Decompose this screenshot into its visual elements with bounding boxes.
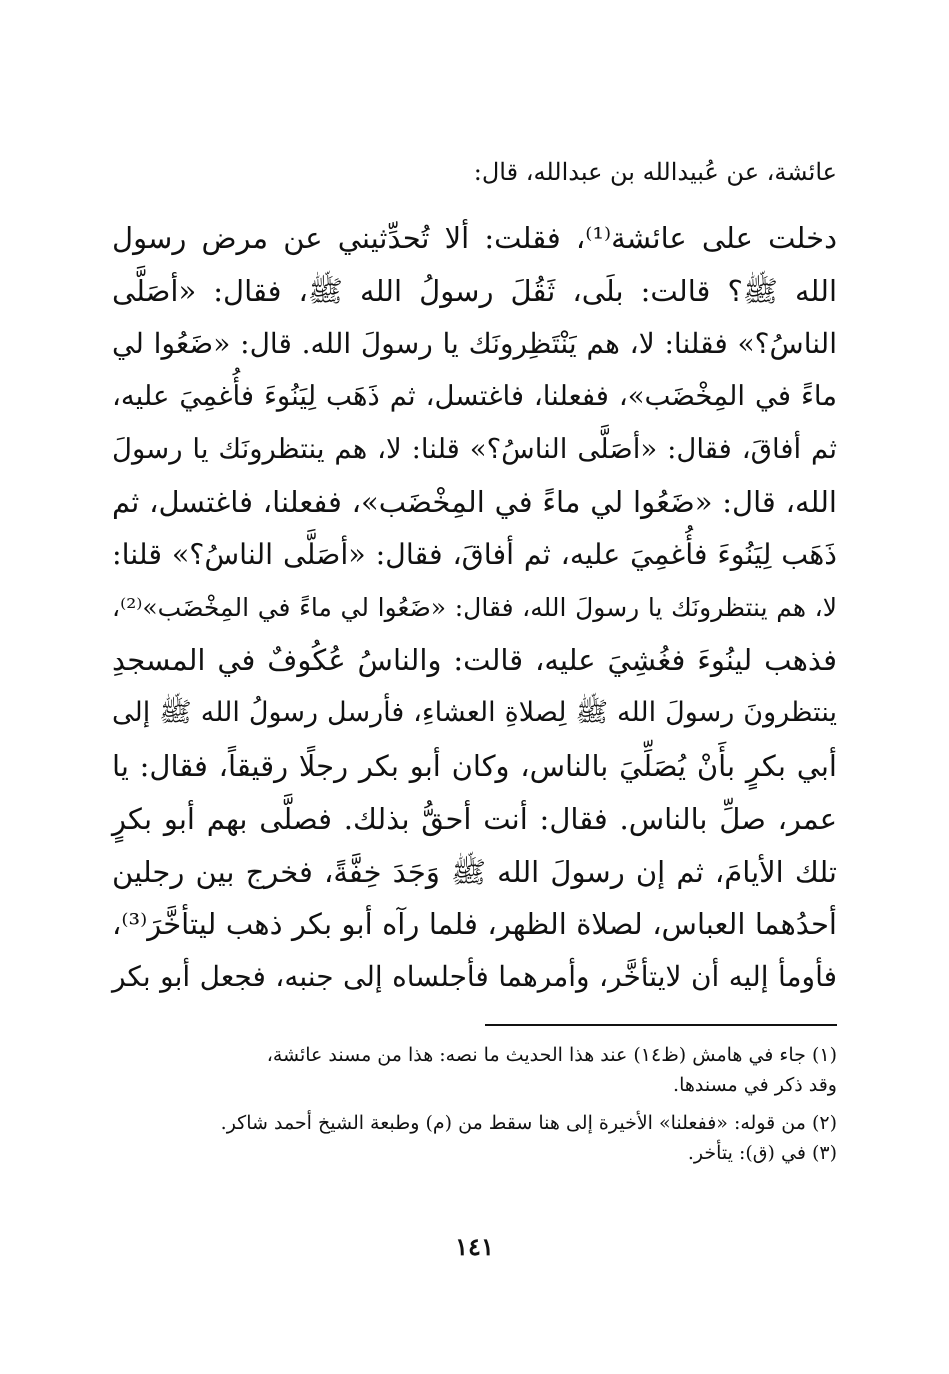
text-line: عمر، صلِّ بالناس. فقال: أنت أحقُّ بذلك. فصلَّى بهم أبو بكرٍ bbox=[112, 801, 837, 836]
footnote-1: (١) جاء في هامش (ظ١٤) عند هذا الحديث ما نصه: هذا من مسند عائشة، bbox=[266, 1044, 837, 1066]
text-line: ماءً في المِخْضَب»، ففعلنا، فاغتسل، ثم ذَهَب لِيَنُوءَ فأُغمِيَ عليه، bbox=[112, 380, 837, 413]
text-line: أبي بكرٍ بأَنْ يُصَلِّيَ بالناس، وكان أبو بكر رجلًا رقيقاً، فقال: يا bbox=[112, 748, 837, 783]
footnote-3: (٣) في (ق): يتأخر. bbox=[687, 1142, 837, 1164]
text-line: الله ﷺ؟ قالت: بلَى، ثَقُلَ رسولُ الله ﷺ، فقال: «أصَلَّى bbox=[112, 273, 837, 308]
text-line: فأومأ إليه أن لايتأخَّر، وأمرهما فأجلساه إلى جنبه، فجعل أبو بكر bbox=[112, 960, 837, 994]
footnote-1-continuation: وقد ذكر في مسندها. bbox=[673, 1074, 837, 1096]
text-line: فذهب لينُوءَ فغُشِيَ عليه، قالت: والناسُ عُكُوفٌ في المسجدِ bbox=[112, 643, 837, 678]
text-line: الناسُ؟» فقلنا: لا، هم يَنْتَظِرونَك يا رسولَ الله. قال: «ضَعُوا لي bbox=[112, 326, 837, 360]
text-line: تلك الأيامَ، ثم إن رسولَ الله ﷺ وَجَدَ خِفَّةً، فخرج بين رجلين bbox=[112, 854, 837, 889]
text-line: أحدُهما العباس، لصلاة الظهر، فلما رآه أبو بكر ذهب ليتأخَّرَ⁽³⁾، bbox=[112, 907, 837, 942]
footnote-divider bbox=[485, 1024, 837, 1026]
footnotes bbox=[112, 1040, 837, 1168]
text-line: دخلت على عائشة⁽¹⁾، فقلت: ألا تُحدِّثيني عن مرض رسول bbox=[112, 221, 837, 255]
text-line: ينتظرونَ رسولَ الله ﷺ لِصلاةِ العشاءِ، فأرسل رسولُ الله ﷺ إلى bbox=[112, 697, 837, 729]
text-line: لا، هم ينتظرونَك يا رسولَ الله، فقال: «ضَعُوا لي ماءً في المِخْضَب»⁽²⁾، bbox=[112, 592, 837, 622]
text-line: الله، قال: «ضَعُوا لي ماءً في المِخْضَب»، ففعلنا، فاغتسل، ثم bbox=[112, 484, 837, 519]
footnote-2: (٢) من قوله: «ففعلنا» الأخيرة إلى هنا سقط من (م) وطبعة الشيخ أحمد شاكر. bbox=[220, 1112, 837, 1134]
hadith-text bbox=[112, 212, 837, 1004]
text-line: ذَهَب لِيَنُوءَ فأُغمِيَ عليه، ثم أفاقَ، فقال: «أصَلَّى الناسُ؟» قلنا: bbox=[112, 537, 837, 571]
isnad-line: عائشة، عن عُبيدالله بن عبدالله، قال: bbox=[473, 158, 837, 186]
text-line: ثم أفاقَ، فقال: «أصَلَّى الناسُ؟» قلنا: لا، هم ينتظرونَك يا رسولَ bbox=[112, 433, 837, 466]
page-number: ١٤١ bbox=[455, 1232, 494, 1261]
